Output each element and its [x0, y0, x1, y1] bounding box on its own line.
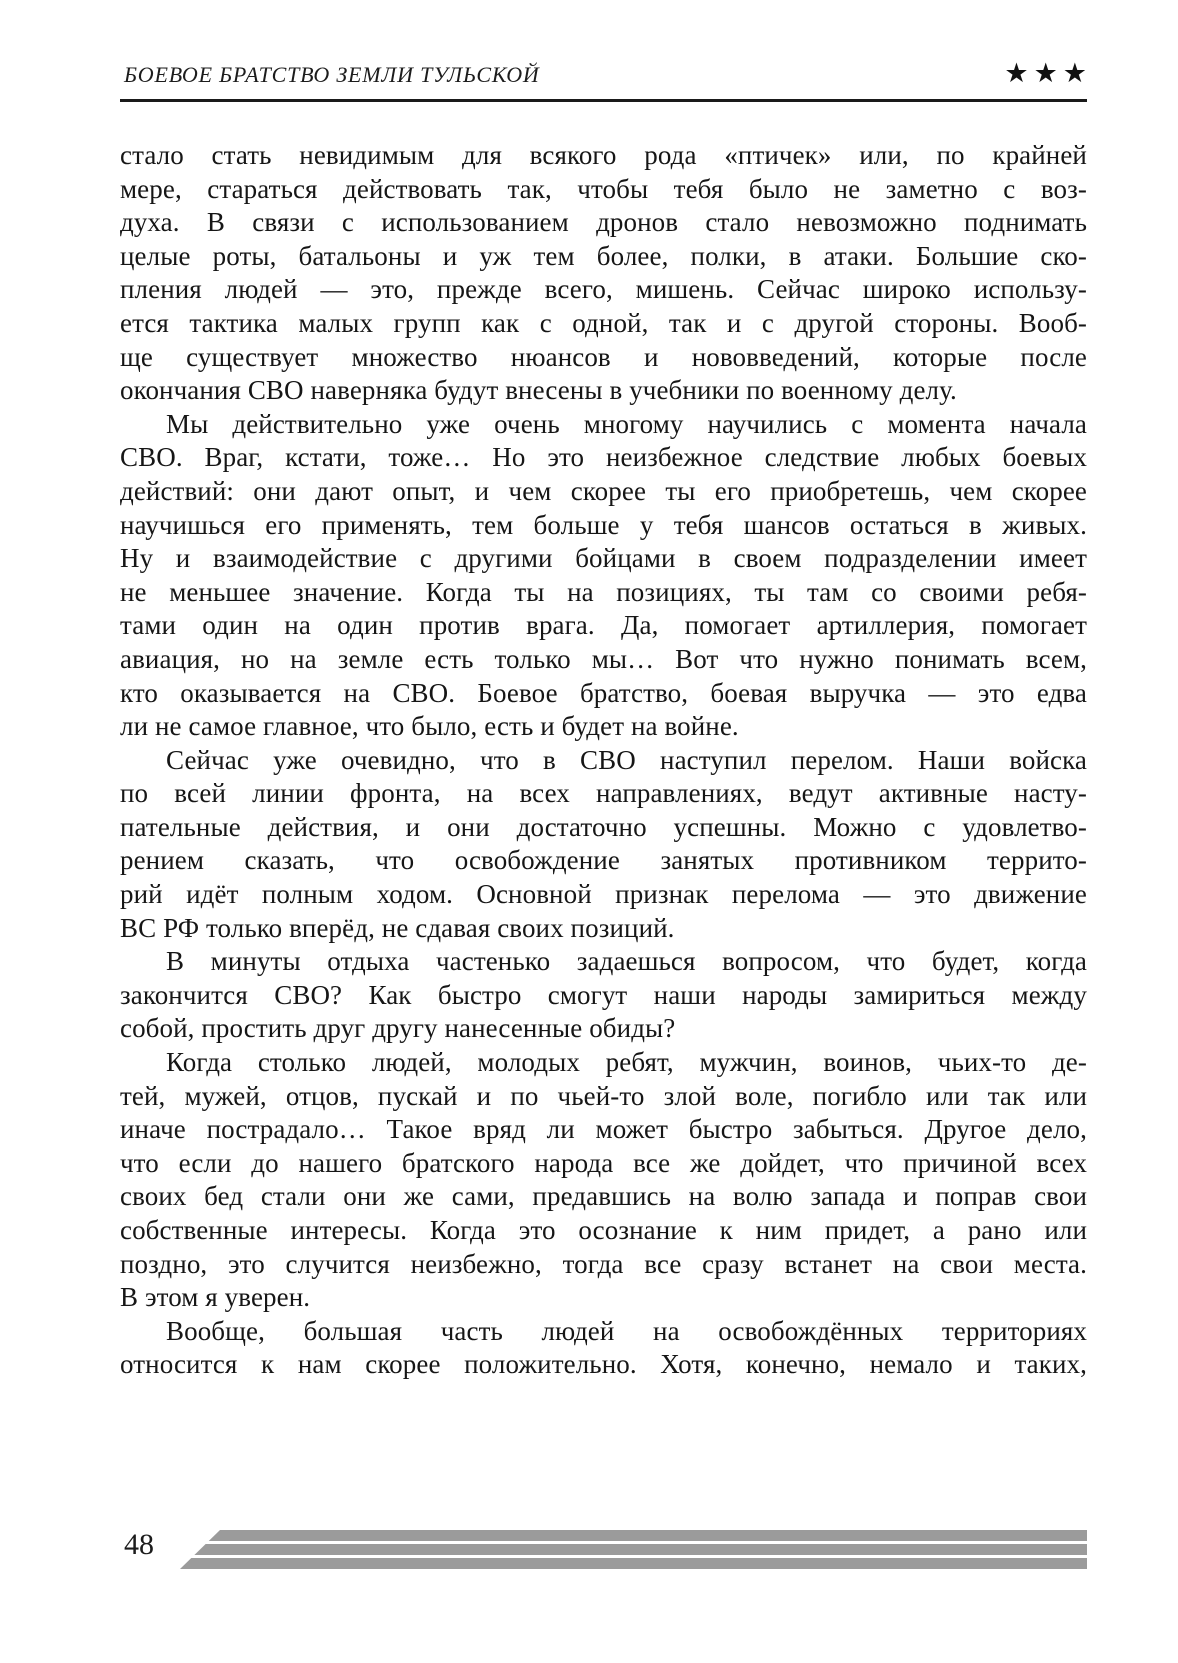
text-line: целые роты, батальоны и уж тем более, полки, в атаки. Большие ско-: [120, 240, 1087, 271]
text-line: Сейчас уже очевидно, что в СВО наступил перелом. Наши войска: [166, 744, 1087, 775]
text-line: мере, стараться действовать так, чтобы тебя было не заметно с воз-: [120, 173, 1087, 204]
text-line: авиация, но на земле есть только мы… Вот что нужно понимать всем,: [120, 643, 1087, 674]
text-line: ВС РФ только вперёд, не сдавая своих позиций.: [120, 912, 675, 943]
text-block: [120, 139, 1087, 1382]
text-line: по всей линии фронта, на всех направлениях, ведут активные насту-: [120, 778, 1087, 809]
text-line: тами один на один против врага. Да, помогает артиллерия, помогает: [120, 610, 1087, 641]
text-line: собой, простить друг другу нанесенные обиды?: [120, 1013, 676, 1044]
text-line: закончится СВО? Как быстро смогут наши народы замириться между: [120, 979, 1087, 1010]
footer-stripe: [180, 1544, 1087, 1555]
text-line: относится к нам скорее положительно. Хотя, конечно, немало и таких,: [120, 1349, 1087, 1380]
footer-stripe: [180, 1530, 1087, 1541]
text-line: рением сказать, что освобождение занятых противником террито-: [120, 845, 1087, 876]
text-line: Ну и взаимодействие с другими бойцами в своем подразделении имеет: [120, 543, 1087, 574]
text-line: не меньшее значение. Когда ты на позициях, ты там со своими ребя-: [120, 576, 1087, 607]
text-line: В минуты отдыха частенько задаешься вопросом, что будет, когда: [166, 946, 1087, 977]
text-line: ется тактика малых групп как с одной, так и с другой стороны. Вооб-: [120, 307, 1087, 338]
text-line: собственные интересы. Когда это осознание к ним придет, а рано или: [120, 1215, 1087, 1245]
header-rule: [120, 99, 1087, 102]
text-line: кто оказывается на СВО. Боевое братство, боевая выручка — это едва: [120, 677, 1087, 708]
text-line: пательные действия, и они достаточно успешны. Можно с удовлетво-: [120, 811, 1087, 842]
stars-icon: ★★★: [1004, 58, 1092, 89]
footer-stripes: [180, 1530, 1087, 1569]
text-line: иначе пострадало… Такое вряд ли может быстро забыться. Другое дело,: [120, 1114, 1087, 1145]
text-line: В этом я уверен.: [120, 1282, 311, 1313]
text-line: Когда столько людей, молодых ребят, мужчин, воинов, чьих-то де-: [166, 1047, 1087, 1078]
text-line: ли не самое главное, что было, есть и будет на войне.: [120, 711, 739, 742]
running-header: [120, 58, 1092, 96]
text-line: действий: они дают опыт, и чем скорее ты его приобретешь, чем скорее: [120, 475, 1087, 506]
text-line: своих бед стали они же сами, предавшись на волю запада и поправ свои: [120, 1181, 1087, 1212]
text-line: что если до нашего братского народа все же дойдет, что причиной всех: [120, 1147, 1087, 1178]
text-line: окончания СВО наверняка будут внесены в учебники по военному делу.: [120, 375, 957, 406]
page-number: 48: [124, 1528, 154, 1561]
text-line: ще существует множество нюансов и нововведений, которые после: [120, 341, 1087, 372]
text-line: стало стать невидимым для всякого рода «птичек» или, по крайней: [120, 140, 1087, 170]
text-line: научишься его применять, тем больше у тебя шансов остаться в живых.: [120, 509, 1087, 540]
text-line: духа. В связи с использованием дронов стало невозможно поднимать: [120, 207, 1087, 238]
text-line: Мы действительно уже очень многому научились с момента начала: [166, 408, 1087, 439]
text-line: тей, мужей, отцов, пускай и по чьей-то злой воле, погибло или так или: [120, 1080, 1087, 1111]
text-line: пления людей — это, прежде всего, мишень. Сейчас широко использу-: [120, 274, 1087, 305]
footer-stripe: [180, 1558, 1087, 1569]
text-line: поздно, это случится неизбежно, тогда все сразу встанет на свои места.: [120, 1248, 1087, 1279]
text-line: рий идёт полным ходом. Основной признак перелома — это движение: [120, 879, 1087, 910]
text-line: СВО. Враг, кстати, тоже… Но это неизбежное следствие любых боевых: [120, 442, 1087, 473]
text-line: Вообще, большая часть людей на освобождённых территориях: [166, 1315, 1087, 1346]
running-title: БОЕВОЕ БРАТСТВО ЗЕМЛИ ТУЛЬСКОЙ: [124, 62, 540, 87]
